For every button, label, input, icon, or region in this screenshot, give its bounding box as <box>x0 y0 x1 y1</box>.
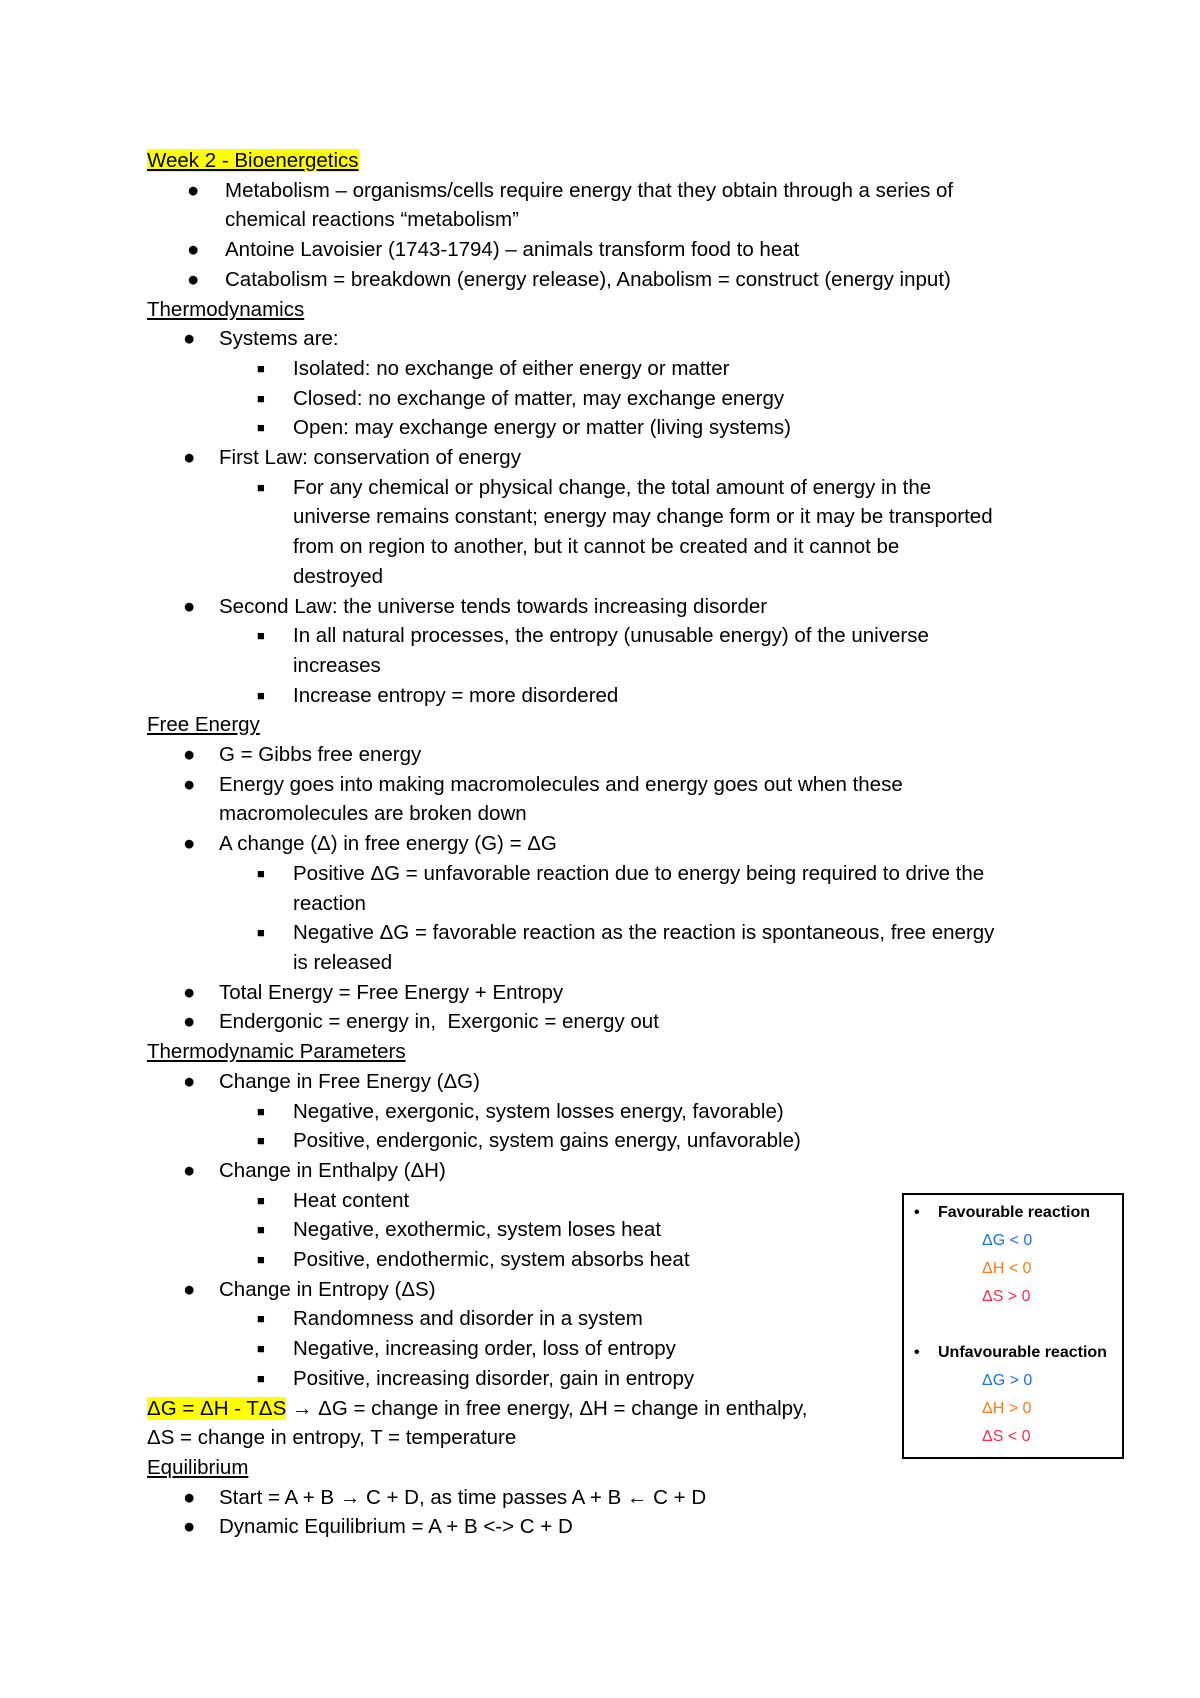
gibbs-equation-definitions: ΔS = change in entropy, T = temperature <box>147 1426 517 1450</box>
unfavourable-ds: ΔS < 0 <box>982 1428 1031 1445</box>
unfavourable-heading: • Unfavourable reaction <box>904 1339 1122 1367</box>
sub-bullet-item: ■ Negative, exothermic, system loses heat <box>147 1215 1087 1245</box>
section-heading-free-energy: Free Energy <box>147 713 260 737</box>
page-title <box>147 146 1087 176</box>
favourable-heading: • Favourable reaction <box>904 1199 1122 1227</box>
bullet-dot: ● <box>183 1277 196 1301</box>
section-heading-parameters: Thermodynamic Parameters <box>147 1040 406 1064</box>
sub-bullet-item: ■ Isolated: no exchange of either energy or matter <box>147 354 1087 384</box>
bullet-dot: ● <box>187 267 200 291</box>
bullet-item: ● Endergonic = energy in, Exergonic = energy out <box>147 1007 1087 1037</box>
unfavourable-dg: ΔG > 0 <box>982 1372 1033 1389</box>
bullet-item: ● Change in Free Energy (ΔG) <box>147 1067 1087 1097</box>
bullet-dot: ● <box>183 446 196 470</box>
bullet-continuation: chemical reactions “metabolism” <box>225 208 519 232</box>
favourable-dg: ΔG < 0 <box>982 1232 1033 1249</box>
bullet-item: ● Second Law: the universe tends towards increasing disorder <box>147 592 1087 622</box>
square-bullet: ■ <box>257 1133 265 1149</box>
sub-bullet-item: ■ Positive, endergonic, system gains energy, unfavorable) <box>147 1126 1087 1156</box>
bullet-item: ● A change (Δ) in free energy (G) = ΔG <box>147 829 1087 859</box>
square-bullet: ■ <box>257 925 265 941</box>
square-bullet: ■ <box>257 1192 265 1208</box>
bullet-dot: ● <box>183 772 196 796</box>
sub-bullet-item: ■ Randomness and disorder in a system <box>147 1304 1087 1334</box>
bullet-item: ● First Law: conservation of energy <box>147 443 1087 473</box>
sub-bullet-item: ■ Closed: no exchange of matter, may exchange energy <box>147 384 1087 414</box>
square-bullet: ■ <box>257 1103 265 1119</box>
bullet-dot: ● <box>183 1158 196 1182</box>
sub-bullet-item: ■ In all natural processes, the entropy (unusable energy) of the universe <box>147 621 1087 651</box>
bullet-continuation: macromolecules are broken down <box>219 802 527 826</box>
square-bullet: ■ <box>257 865 265 881</box>
sub-bullet-item: ■ For any chemical or physical change, the total amount of energy in the <box>147 473 1087 503</box>
bullet-dot: • <box>914 1204 920 1221</box>
sub-bullet-item: ■ Positive, endothermic, system absorbs heat <box>147 1245 1087 1275</box>
gibbs-equation-line: ΔG = ΔH - TΔS → ΔG = change in free energy, ΔH = change in enthalpy, <box>147 1396 808 1420</box>
sub-bullet-item: ■ Negative, exergonic, system losses energy, favorable) <box>147 1097 1087 1127</box>
bullet-dot: ● <box>183 1515 196 1539</box>
arrow-right-icon: → <box>339 1485 361 1509</box>
sub-bullet-item: ■ Increase entropy = more disordered <box>147 681 1087 711</box>
square-bullet: ■ <box>257 420 265 436</box>
square-bullet: ■ <box>257 360 265 376</box>
bullet-dot: ● <box>183 832 196 856</box>
bullet-item: ● Change in Enthalpy (ΔH) <box>147 1156 1087 1186</box>
bullet-dot: ● <box>187 178 200 202</box>
spacer <box>904 1311 1122 1339</box>
bullet-item: ● Start = A + B → C + D, as time passes A + B ← C + D <box>147 1483 1087 1513</box>
square-bullet: ■ <box>257 687 265 703</box>
bullet-dot: • <box>914 1344 920 1361</box>
bullet-dot: ● <box>187 238 200 262</box>
sub-bullet-item: ■ Positive, increasing disorder, gain in entropy <box>147 1364 1087 1394</box>
title-text: Week 2 - Bioenergetics <box>147 149 359 172</box>
favourable-dh: ΔH < 0 <box>982 1260 1032 1277</box>
sub-bullet-item: ■ Negative, increasing order, loss of entropy <box>147 1334 1087 1364</box>
square-bullet: ■ <box>257 1311 265 1327</box>
square-bullet: ■ <box>257 1341 265 1357</box>
unfavourable-dh: ΔH > 0 <box>982 1400 1032 1417</box>
bullet-dot: ● <box>183 594 196 618</box>
bullet-dot: ● <box>183 743 196 767</box>
bullet-item: ● Antoine Lavoisier (1743-1794) – animals transform food to heat <box>147 235 1087 265</box>
square-bullet: ■ <box>257 390 265 406</box>
bullet-dot: ● <box>183 1069 196 1093</box>
bullet-item: ● Metabolism – organisms/cells require energy that they obtain through a series of <box>147 176 1087 206</box>
bullet-dot: ● <box>183 327 196 351</box>
sub-bullet-continuation: is released <box>293 950 393 974</box>
sub-bullet-item: ■ Heat content <box>147 1186 1087 1216</box>
sub-bullet-item: ■ Negative ΔG = favorable reaction as the reaction is spontaneous, free energy <box>147 918 1087 948</box>
gibbs-equation: ΔG = ΔH - TΔS <box>147 1396 287 1420</box>
bullet-dot: ● <box>183 1010 196 1034</box>
bullet-item: ● Dynamic Equilibrium = A + B <-> C + D <box>147 1512 1087 1542</box>
reaction-summary-box <box>902 1193 1124 1459</box>
bullet-item: ● G = Gibbs free energy <box>147 740 1087 770</box>
square-bullet: ■ <box>257 1370 265 1386</box>
sub-bullet-item: ■ Open: may exchange energy or matter (living systems) <box>147 413 1087 443</box>
sub-bullet-continuation: destroyed <box>293 564 384 588</box>
sub-bullet-continuation: from on region to another, but it cannot be created and it cannot be <box>293 535 900 559</box>
sub-bullet-item: ■ Positive ΔG = unfavorable reaction due to energy being required to drive the <box>147 859 1087 889</box>
square-bullet: ■ <box>257 1252 265 1268</box>
bullet-item: ● Systems are: <box>147 324 1087 354</box>
bullet-dot: ● <box>183 980 196 1004</box>
section-heading-equilibrium: Equilibrium <box>147 1455 249 1479</box>
square-bullet: ■ <box>257 1222 265 1238</box>
square-bullet: ■ <box>257 479 265 495</box>
bullet-item: ● Total Energy = Free Energy + Entropy <box>147 978 1087 1008</box>
sub-bullet-continuation: universe remains constant; energy may change form or it may be transported <box>293 505 993 529</box>
bullet-dot: ● <box>183 1485 196 1509</box>
section-heading-thermodynamics: Thermodynamics <box>147 297 305 321</box>
arrow-right-icon: → <box>291 1396 313 1420</box>
bullet-item: ● Catabolism = breakdown (energy release), Anabolism = construct (energy input) <box>147 265 1087 295</box>
favourable-ds: ΔS > 0 <box>982 1288 1031 1305</box>
bullet-item: ● Change in Entropy (ΔS) <box>147 1275 1087 1305</box>
arrow-left-icon: ← <box>626 1485 648 1509</box>
sub-bullet-continuation: increases <box>293 653 381 677</box>
bullet-item: ● Energy goes into making macromolecules and energy goes out when these <box>147 770 1087 800</box>
sub-bullet-continuation: reaction <box>293 891 366 915</box>
square-bullet: ■ <box>257 628 265 644</box>
